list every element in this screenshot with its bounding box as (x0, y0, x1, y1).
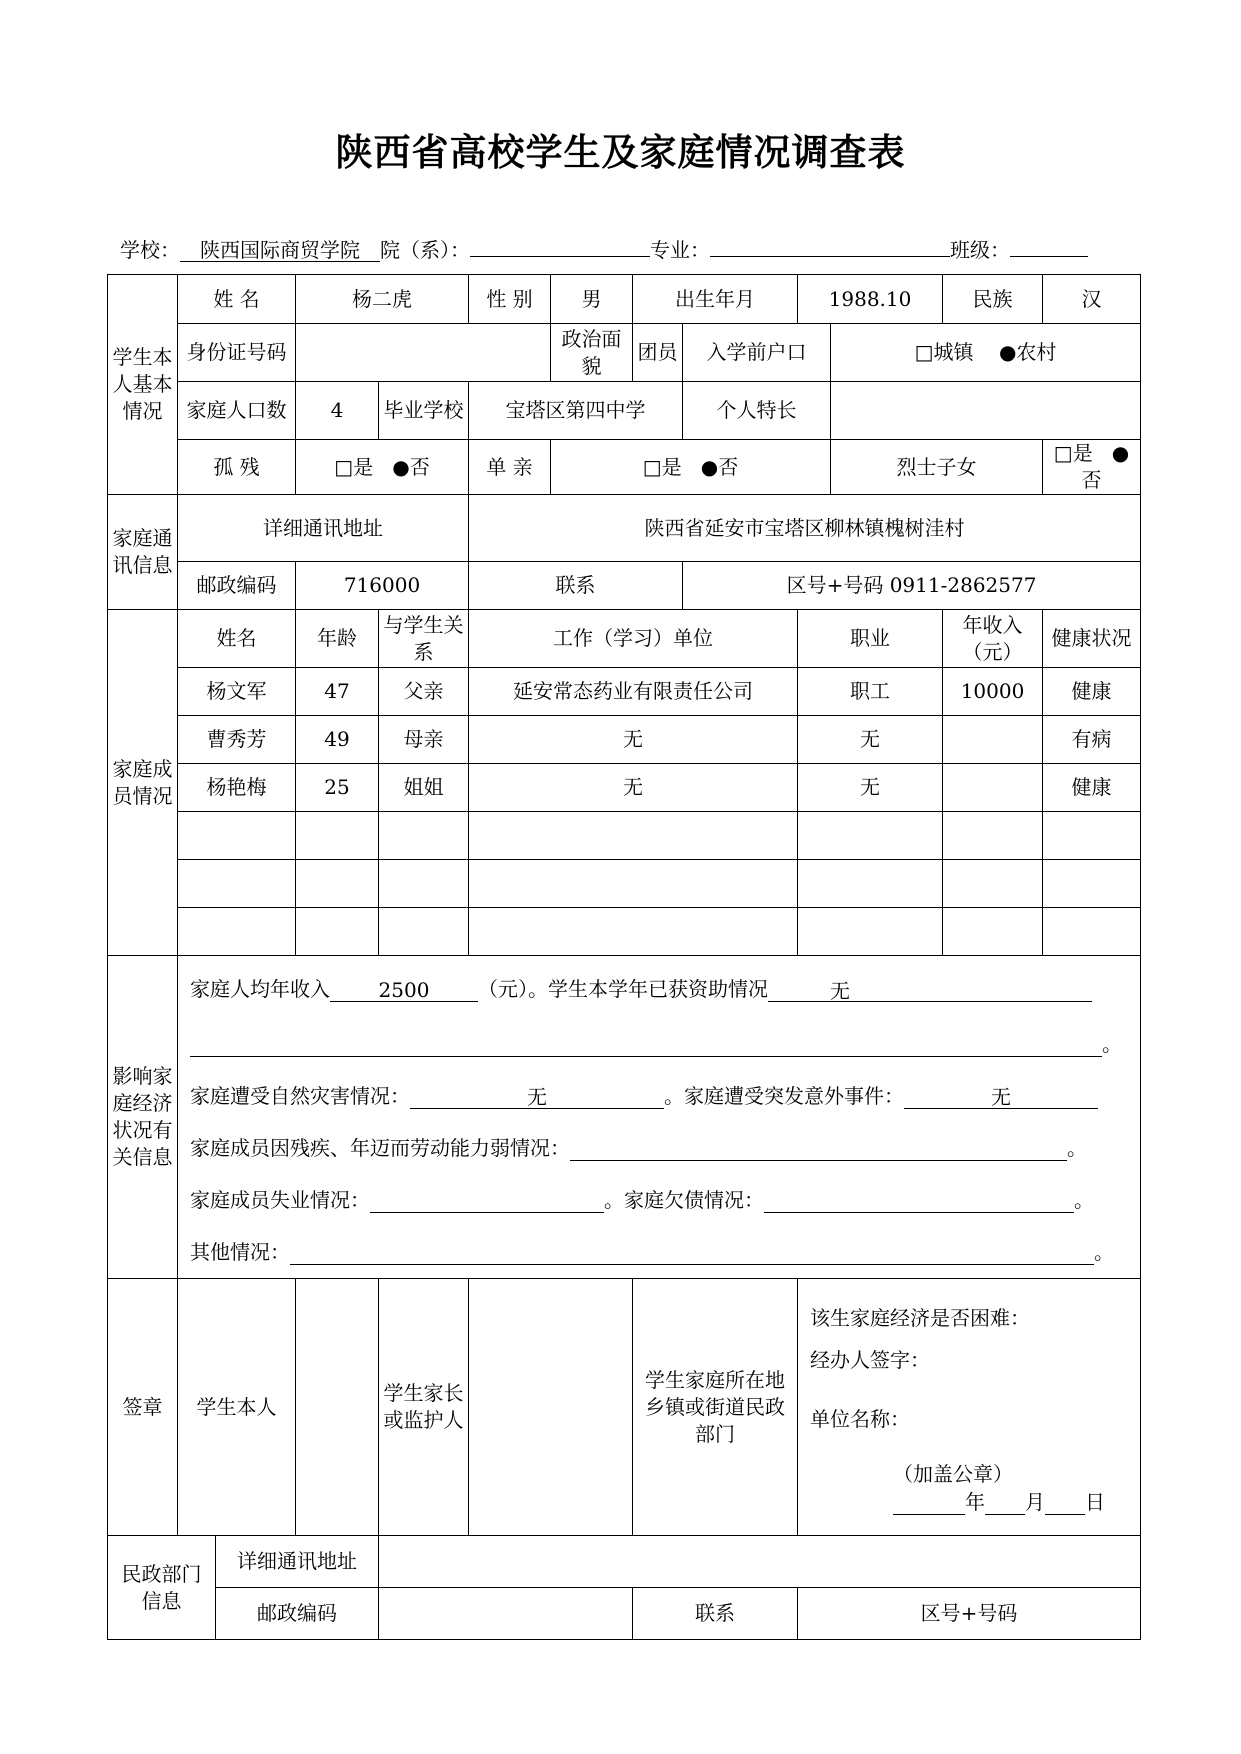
member-income[interactable] (943, 908, 1043, 956)
day-label: 日 (1085, 1490, 1106, 1514)
school-info-line (120, 234, 1088, 263)
col-header-employer: 工作（学习）单位 (469, 610, 798, 668)
member-health[interactable] (1043, 860, 1141, 908)
member-employer[interactable]: 延安常态药业有限责任公司 (469, 668, 798, 716)
member-income[interactable] (943, 860, 1043, 908)
family-size-value[interactable]: 4 (296, 382, 379, 440)
member-employer[interactable] (469, 812, 798, 860)
period: 。 (1102, 1032, 1122, 1056)
table-row (108, 860, 1141, 908)
member-income[interactable] (943, 716, 1043, 764)
col-header-name: 姓名 (178, 610, 296, 668)
member-health[interactable]: 健康 (1043, 668, 1141, 716)
member-income[interactable] (943, 764, 1043, 812)
signature-section-label: 签章 (108, 1279, 178, 1536)
specialty-label: 个人特长 (683, 382, 831, 440)
member-employer[interactable] (469, 860, 798, 908)
class-field[interactable] (1010, 256, 1088, 257)
table-row (108, 812, 1141, 860)
parent-sign-field[interactable] (469, 1279, 633, 1536)
hukou-urban-option[interactable]: □城镇 (914, 340, 974, 364)
school-field[interactable]: 陕西国际商贸学院 (180, 239, 380, 262)
civil-phone-label: 联系 (633, 1588, 798, 1640)
survey-form-table (107, 274, 1141, 1640)
disability-line (178, 1122, 1140, 1174)
member-relation[interactable]: 姐姐 (379, 764, 469, 812)
disaster-field[interactable]: 无 (410, 1086, 664, 1109)
economy-content (178, 956, 1141, 1279)
postal-value[interactable]: 716000 (296, 562, 469, 610)
family-section-label: 家庭成员情况 (108, 610, 178, 956)
civil-address-field[interactable] (379, 1536, 1141, 1588)
contact-section-label: 家庭通讯信息 (108, 495, 178, 610)
col-header-age: 年龄 (296, 610, 379, 668)
school-label: 学校： (120, 238, 180, 262)
martyr-no-option[interactable]: ●否 (1081, 441, 1130, 492)
civil-address-label: 详细通讯地址 (216, 1536, 379, 1588)
day-field[interactable] (1045, 1492, 1085, 1515)
civil-info-section-label: 民政部门信息 (108, 1536, 216, 1640)
economy-section-label: 影响家庭经济状况有关信息 (108, 956, 178, 1279)
orphan-no-option[interactable]: ●否 (392, 454, 430, 479)
member-age[interactable]: 47 (296, 668, 379, 716)
gender-value[interactable]: 男 (551, 275, 633, 324)
student-sign-field[interactable] (296, 1279, 379, 1536)
member-relation[interactable] (379, 908, 469, 956)
political-label: 政治面貌 (551, 324, 633, 382)
orphan-options (296, 440, 469, 495)
income-field[interactable]: 2500 (330, 979, 478, 1002)
hukou-rural-option[interactable]: ●农村 (998, 340, 1057, 364)
major-field[interactable] (710, 256, 950, 257)
other-field[interactable] (290, 1242, 1094, 1265)
period: 。 (1074, 1188, 1094, 1212)
birth-value[interactable]: 1988.10 (798, 275, 943, 324)
parent-sign-label: 学生家长或监护人 (379, 1279, 469, 1536)
ethnic-label: 民族 (943, 275, 1043, 324)
aid-field[interactable]: 无 (768, 980, 1092, 1002)
hukou-label: 入学前户口 (683, 324, 831, 382)
period: 。 (1094, 1240, 1114, 1264)
family-size-label: 家庭人口数 (178, 382, 296, 440)
col-header-relation: 与学生关系 (379, 610, 469, 668)
seal-label: （加盖公章） (893, 1462, 1014, 1486)
single-no-option[interactable]: ●否 (700, 454, 739, 479)
martyr-yes-option[interactable]: □是 (1053, 441, 1093, 465)
member-age[interactable]: 49 (296, 716, 379, 764)
debt-field[interactable] (764, 1190, 1074, 1213)
member-job[interactable] (798, 908, 943, 956)
member-income[interactable] (943, 812, 1043, 860)
other-line (178, 1226, 1140, 1278)
unit-name-label: 单位名称： (810, 1407, 911, 1431)
single-yes-option[interactable]: □是 (642, 454, 682, 479)
grad-school-value[interactable]: 宝塔区第四中学 (469, 382, 683, 440)
member-employer[interactable] (469, 908, 798, 956)
table-row (108, 908, 1141, 956)
table-row (108, 716, 1141, 764)
martyr-options (1043, 440, 1141, 495)
period: 。 (1067, 1136, 1087, 1160)
col-header-income: 年收入（元） (943, 610, 1043, 668)
table-row (108, 764, 1141, 812)
unemployment-line (178, 1174, 1140, 1226)
major-label: 专业： (650, 238, 710, 262)
address-value[interactable]: 陕西省延安市宝塔区柳林镇槐树洼村 (469, 495, 1141, 562)
month-field[interactable] (985, 1492, 1025, 1515)
member-age[interactable]: 25 (296, 764, 379, 812)
student-sign-label: 学生本人 (178, 1279, 296, 1536)
ethnic-value[interactable]: 汉 (1043, 275, 1141, 324)
member-job[interactable] (798, 860, 943, 908)
unemployment-label: 家庭成员失业情况： (190, 1188, 370, 1212)
member-relation[interactable] (379, 812, 469, 860)
disability-label: 家庭成员因残疾、年迈而劳动能力弱情况： (190, 1136, 570, 1160)
disaster-label: 家庭遭受自然灾害情况： (190, 1084, 410, 1108)
orphan-label: 孤 残 (178, 440, 296, 495)
member-name[interactable]: 杨文军 (178, 668, 296, 716)
grad-school-label: 毕业学校 (379, 382, 469, 440)
aid-label: （元）。学生本学年已获资助情况 (478, 977, 768, 1001)
member-name[interactable] (178, 860, 296, 908)
member-age[interactable] (296, 860, 379, 908)
disability-field[interactable] (570, 1138, 1067, 1161)
civil-sign-block (798, 1279, 1141, 1536)
income-label: 家庭人均年收入 (190, 977, 330, 1001)
single-parent-label: 单 亲 (469, 440, 551, 495)
member-income[interactable]: 10000 (943, 668, 1043, 716)
gender-label: 性 别 (469, 275, 551, 324)
col-header-health: 健康状况 (1043, 610, 1141, 668)
name-value[interactable]: 杨二虎 (296, 275, 469, 324)
address-label: 详细通讯地址 (178, 495, 469, 562)
id-value[interactable] (296, 324, 551, 382)
name-label: 姓 名 (178, 275, 296, 324)
member-name[interactable]: 曹秀芳 (178, 716, 296, 764)
member-employer[interactable]: 无 (469, 716, 798, 764)
orphan-yes-option[interactable]: □是 (334, 454, 374, 479)
member-job[interactable]: 无 (798, 716, 943, 764)
officer-sign-label: 经办人签字： (810, 1348, 931, 1372)
member-age[interactable] (296, 908, 379, 956)
member-job[interactable] (798, 812, 943, 860)
basic-section-label: 学生本人基本情况 (108, 275, 178, 495)
phone-value[interactable]: 区号+号码 0911-2862577 (683, 562, 1141, 610)
member-relation[interactable] (379, 860, 469, 908)
member-relation[interactable]: 母亲 (379, 716, 469, 764)
dept-label: 院（系）： (380, 238, 470, 262)
member-age[interactable] (296, 812, 379, 860)
postal-label: 邮政编码 (178, 562, 296, 610)
birth-label: 出生年月 (633, 275, 798, 324)
phone-label: 联系 (469, 562, 683, 610)
disaster-line (178, 1070, 1140, 1122)
member-name[interactable]: 杨艳梅 (178, 764, 296, 812)
member-health[interactable]: 健康 (1043, 764, 1141, 812)
year-field[interactable] (893, 1492, 965, 1515)
id-label: 身份证号码 (178, 324, 296, 382)
civil-postal-field[interactable] (379, 1588, 633, 1640)
member-job[interactable]: 无 (798, 764, 943, 812)
other-label: 其他情况： (190, 1240, 290, 1264)
table-row (108, 668, 1141, 716)
civil-phone-field[interactable]: 区号+号码 (798, 1588, 1141, 1640)
accident-field[interactable]: 无 (904, 1086, 1098, 1109)
date-line (893, 1489, 1105, 1516)
member-job[interactable]: 职工 (798, 668, 943, 716)
member-health[interactable] (1043, 908, 1141, 956)
member-name[interactable] (178, 908, 296, 956)
martyr-label: 烈士子女 (831, 440, 1043, 495)
member-name[interactable] (178, 812, 296, 860)
hukou-options (831, 324, 1141, 382)
civil-sign-label: 学生家庭所在地乡镇或街道民政部门 (633, 1279, 798, 1536)
difficulty-label: 该生家庭经济是否困难： (810, 1306, 1031, 1330)
civil-postal-label: 邮政编码 (216, 1588, 379, 1640)
income-line (178, 956, 1140, 1018)
political-value[interactable]: 团员 (633, 324, 683, 382)
member-health[interactable]: 有病 (1043, 716, 1141, 764)
aid-continuation-line (178, 1018, 1140, 1070)
accident-label: 。家庭遭受突发意外事件： (664, 1084, 904, 1108)
specialty-value[interactable] (831, 382, 1141, 440)
aid-continuation-field[interactable] (190, 1034, 1102, 1057)
month-label: 月 (1025, 1490, 1046, 1514)
member-employer[interactable]: 无 (469, 764, 798, 812)
year-label: 年 (965, 1490, 986, 1514)
class-label: 班级： (950, 238, 1010, 262)
member-relation[interactable]: 父亲 (379, 668, 469, 716)
single-parent-options (551, 440, 831, 495)
member-health[interactable] (1043, 812, 1141, 860)
debt-label: 。家庭欠债情况： (604, 1188, 764, 1212)
page-title: 陕西省高校学生及家庭情况调查表 (335, 130, 906, 174)
dept-field[interactable] (470, 256, 650, 257)
unemployment-field[interactable] (370, 1190, 604, 1213)
col-header-job: 职业 (798, 610, 943, 668)
